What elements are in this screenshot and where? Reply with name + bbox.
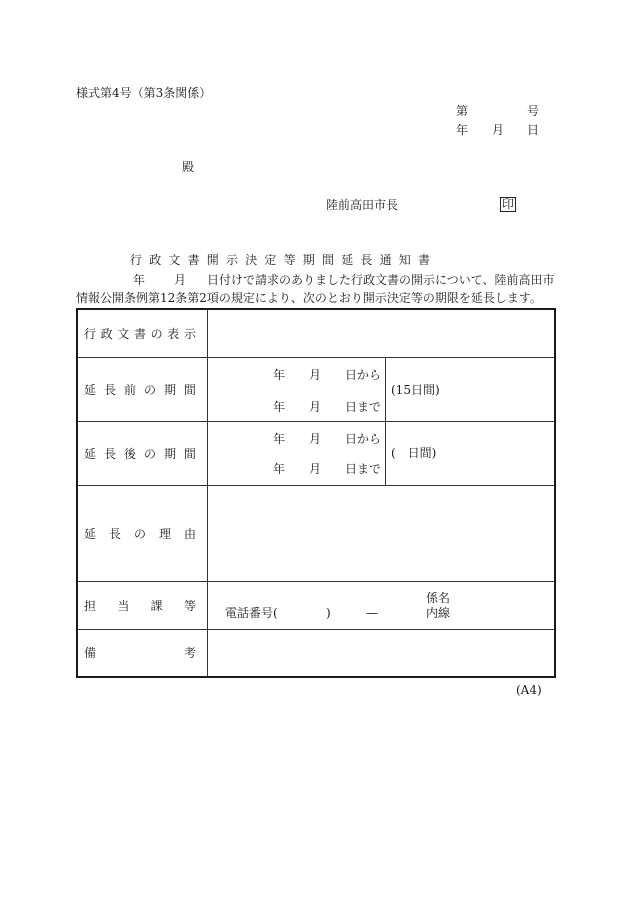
row-label [77,629,208,677]
label-text: 延 長 前 の 期 間 [84,382,196,397]
doc-date-month: 月 [492,123,505,137]
addressee-suffix: 殿 [182,160,195,174]
to-year: 年 [273,399,286,414]
from-year: 年 [273,367,286,382]
row-label [77,421,208,485]
seal-mark: 印 [502,197,515,211]
period-days-note: ( 日間) [391,445,437,460]
doc-number-prefix: 第 [456,104,469,118]
sender-name: 陸前高田市長 [326,198,399,212]
section-label: 係名 [426,590,451,605]
phone-dash: — [366,605,378,620]
to-year: 年 [273,461,286,476]
row-reason [77,485,555,581]
label-text: 担 当 課 等 [84,598,196,613]
body-year: 年 [133,273,146,287]
doc-number-suffix: 号 [527,104,540,118]
paper-size-label: (A4) [516,683,542,697]
phone-close-paren: ) [326,605,331,620]
row-label [77,309,208,357]
from-month: 月 [309,431,322,446]
extension-label: 内線 [426,605,451,620]
row-document-description [77,309,555,357]
period-divider [385,358,386,421]
department-field[interactable] [208,581,556,629]
form-number: 様式第4号（第3条関係） [76,86,212,100]
body-line2: 情報公開条例第12条第2項の規定により、次のとおり開示決定等の期限を延長します。 [76,291,542,305]
to-month: 月 [309,399,322,414]
remarks-field[interactable] [208,629,556,677]
label-text: 行 政 文 書 の 表 示 [84,326,196,341]
row-label [77,485,208,581]
period-divider [385,422,386,485]
body-month: 月 [174,273,187,287]
label-text: 延 長 後 の 期 間 [84,446,196,461]
row-label [77,357,208,421]
row-label [77,581,208,629]
from-year: 年 [273,431,286,446]
period-before-field[interactable] [208,357,556,421]
row-period-before [77,357,555,421]
period-after-field[interactable] [208,421,556,485]
phone-label: 電話番号( [225,605,278,620]
document-title: 行政文書開示決定等期間延長通知書 [130,253,438,267]
doc-date-year: 年 [456,123,469,137]
from-day: 日から [345,431,382,446]
row-department [77,581,555,629]
to-month: 月 [309,461,322,476]
row-remarks [77,629,555,677]
to-day: 日まで [345,399,382,414]
row-period-after [77,421,555,485]
body-line1: 日付けで請求のありました行政文書の開示について、陸前高田市 [207,273,555,287]
from-month: 月 [309,367,322,382]
to-day: 日まで [345,461,382,476]
period-days-note: (15日間) [391,382,440,397]
from-day: 日から [345,367,382,382]
label-text: 備 考 [84,646,196,661]
label-text: 延 長 の 理 由 [84,526,196,541]
document-description-field[interactable] [208,309,556,357]
reason-field[interactable] [208,485,556,581]
form-table [76,308,556,678]
doc-date-day: 日 [527,123,540,137]
